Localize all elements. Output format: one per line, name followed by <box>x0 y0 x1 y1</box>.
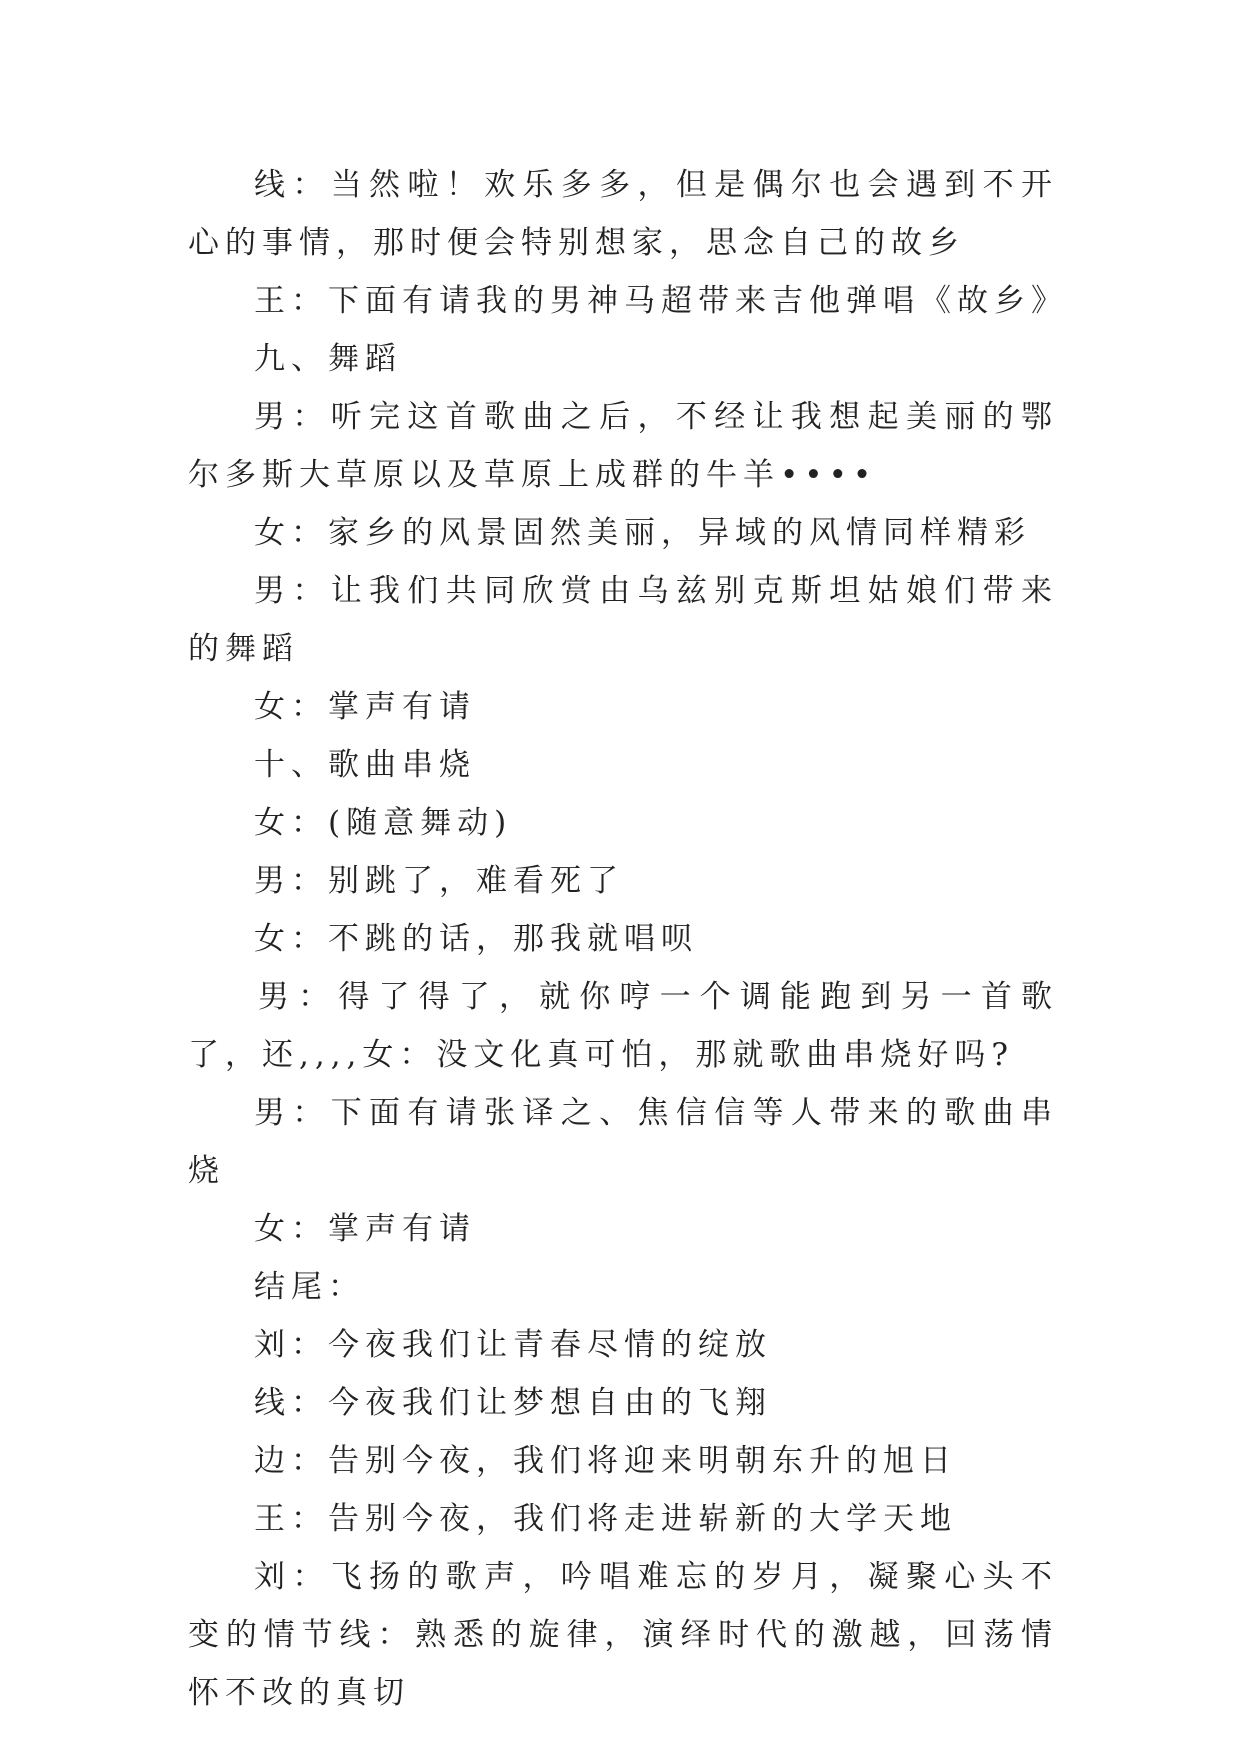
paragraph: 王：下面有请我的男神马超带来吉他弹唱《故乡》 <box>254 283 1068 319</box>
paragraph: 男：得了得了，就你哼一个调能跑到另一首歌了，还,,,,女：没文化真可怕，那就歌曲串烧好吗? <box>188 979 1058 1073</box>
paragraph: 女：不跳的话，那我就唱呗 <box>254 921 698 957</box>
paragraph: 刘：今夜我们让青春尽情的绽放 <box>254 1327 772 1363</box>
paragraph: 线：今夜我们让梦想自由的飞翔 <box>254 1385 772 1421</box>
paragraph: 线：当然啦！欢乐多多，但是偶尔也会遇到不开心的事情，那时便会特别想家，思念自己的故乡 <box>188 167 1058 261</box>
section-heading: 九、舞蹈 <box>254 341 402 377</box>
paragraph: 女：家乡的风景固然美丽，异域的风情同样精彩 <box>254 515 1031 551</box>
section-heading: 结尾： <box>254 1269 365 1305</box>
section-heading: 十、歌曲串烧 <box>254 747 476 783</box>
paragraph: 男：听完这首歌曲之后，不经让我想起美丽的鄂尔多斯大草原以及草原上成群的牛羊•••• <box>188 399 1058 493</box>
paragraph: 男：让我们共同欣赏由乌兹别克斯坦姑娘们带来的舞蹈 <box>188 573 1058 667</box>
paragraph: 女：掌声有请 <box>254 1211 476 1247</box>
document-page <box>188 156 1068 1722</box>
paragraph: 王：告别今夜，我们将走进崭新的大学天地 <box>254 1501 957 1537</box>
paragraph: 男：下面有请张译之、焦信信等人带来的歌曲串烧 <box>188 1095 1058 1189</box>
paragraph: 女：(随意舞动) <box>254 805 513 841</box>
paragraph: 刘：飞扬的歌声，吟唱难忘的岁月，凝聚心头不变的情节线：熟悉的旋律，演绎时代的激越，回荡情怀不改的真切 <box>188 1559 1058 1711</box>
paragraph: 边：告别今夜，我们将迎来明朝东升的旭日 <box>254 1443 957 1479</box>
paragraph: 男：别跳了，难看死了 <box>254 863 624 899</box>
paragraph: 女：掌声有请 <box>254 689 476 725</box>
